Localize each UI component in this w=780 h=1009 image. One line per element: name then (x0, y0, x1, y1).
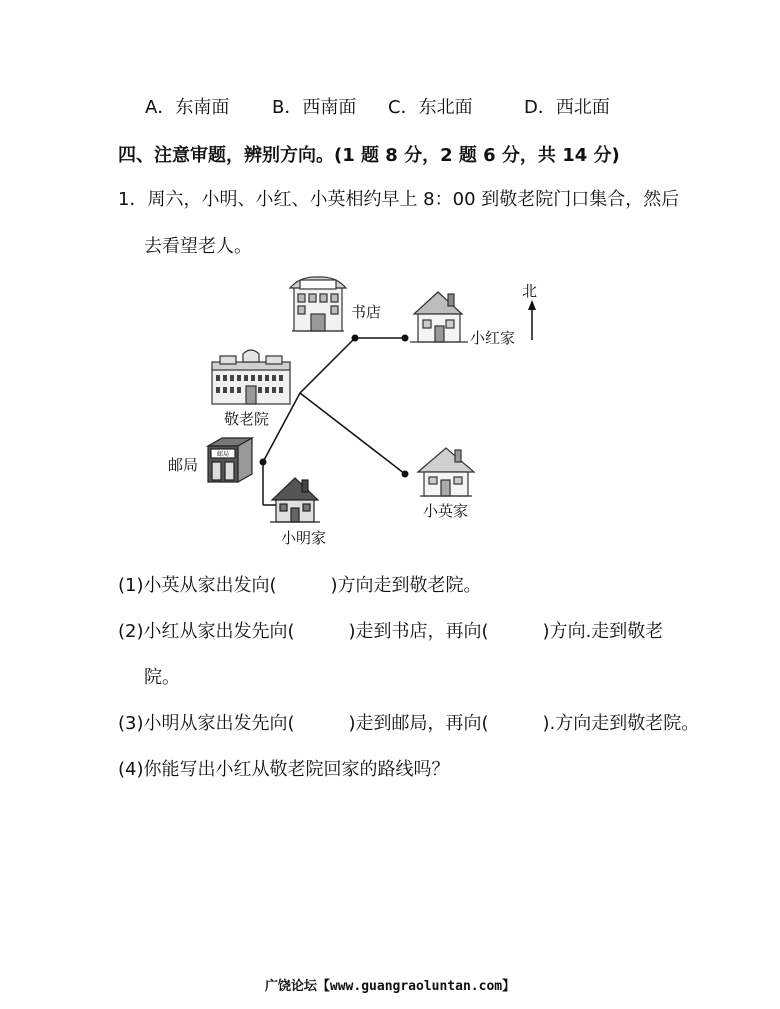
option-b: B．西南面 (272, 97, 357, 118)
section-heading: 四、注意审题，辨别方向。(1 题 8 分，2 题 6 分，共 14 分) (118, 145, 620, 166)
xiaoming-house-icon (270, 478, 320, 522)
option-d: D．西北面 (524, 97, 610, 118)
option-a: A．东南面 (145, 97, 230, 118)
north-arrow-icon (528, 300, 536, 340)
question-stem-line1: 1．周六，小明、小红、小英相约早上 8：00 到敬老院门口集合，然后 (118, 189, 680, 210)
post-office-label: 邮局 (168, 456, 199, 474)
footer-watermark: 广饶论坛【www.guangraoluntan.com】 (264, 979, 516, 994)
post-office-sign: 邮局 (216, 451, 230, 458)
post-office-building-icon (208, 438, 252, 482)
bookstore-label: 书店 (351, 303, 382, 321)
question-stem-line2: 去看望老人。 (144, 236, 252, 257)
subquestion-3: (3)小明从家出发先向( )走到邮局，再向( ).方向走到敬老院。 (118, 713, 700, 734)
option-c: C．东北面 (388, 97, 473, 118)
xiaoying-house-icon (418, 448, 474, 496)
nursing-home-building-icon (212, 350, 290, 404)
subquestion-2-line1: (2)小红从家出发先向( )走到书店，再向( )方向.走到敬老 (118, 621, 664, 642)
bookstore-building-icon (290, 277, 346, 331)
subquestion-1: (1)小英从家出发向( )方向走到敬老院。 (118, 575, 482, 596)
nursing-home-label: 敬老院 (224, 410, 270, 428)
xiaoming-home-label: 小明家 (281, 529, 327, 547)
xiaohong-house-icon (410, 292, 468, 342)
north-label: 北 (522, 282, 538, 300)
xiaohong-home-label: 小红家 (470, 329, 516, 347)
xiaoying-home-label: 小英家 (423, 502, 469, 520)
subquestion-2-line2: 院。 (144, 667, 180, 688)
subquestion-4: (4)你能写出小红从敬老院回家的路线吗？ (118, 759, 450, 780)
